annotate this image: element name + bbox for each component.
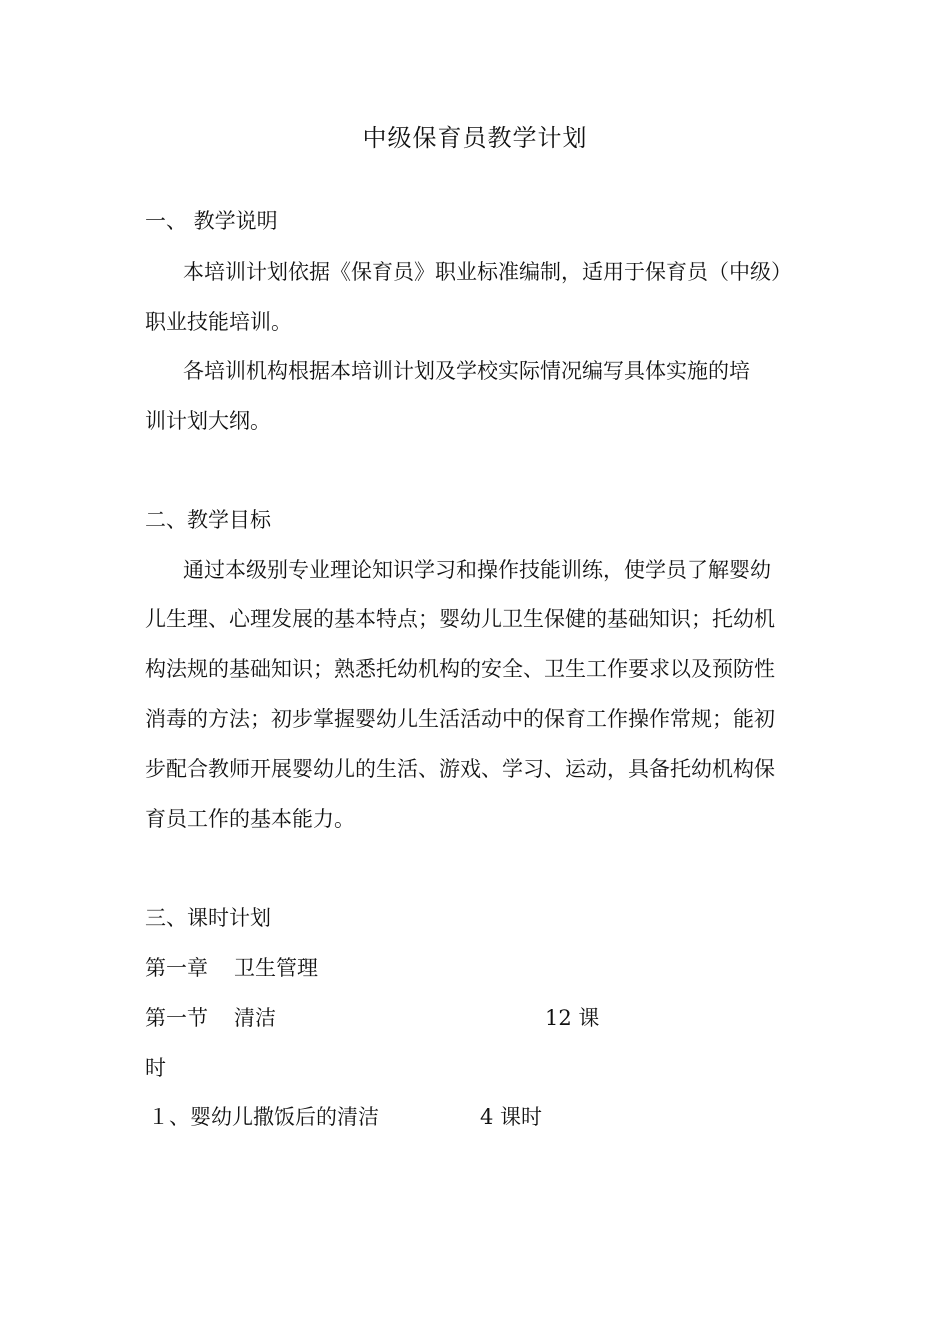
section-1-paragraph-1-line-1: 本培训计划依据《保育员》职业标准编制，适用于保育员（中级）: [183, 260, 792, 284]
chapter-title: 卫生管理: [234, 956, 318, 980]
section-hours: 12 课: [545, 1006, 600, 1030]
section-2-line: 消毒的方法；初步掌握婴幼儿生活活动中的保育工作操作常规；能初: [145, 707, 775, 731]
section-1-paragraph-2-line-1: 各培训机构根据本培训计划及学校实际情况编写具体实施的培: [183, 359, 750, 383]
section-2-line: 步配合教师开展婴幼儿的生活、游戏、学习、运动，具备托幼机构保: [145, 757, 775, 781]
item-label: １、婴幼儿撒饭后的清洁: [148, 1105, 379, 1129]
section-hours-continued: 时: [145, 1056, 166, 1080]
item-hours: 4 课时: [480, 1105, 543, 1129]
chapter-label: 第一章: [145, 956, 208, 980]
section-label: 第一节: [145, 1006, 208, 1030]
section-2-line: 构法规的基础知识；熟悉托幼机构的安全、卫生工作要求以及预防性: [145, 657, 775, 681]
page-title: 中级保育员教学计划: [362, 124, 588, 152]
section-1-paragraph-2-line-2: 训计划大纲。: [145, 409, 271, 433]
section-2-heading: 二、教学目标: [145, 508, 271, 532]
section-2-line: 通过本级别专业理论知识学习和操作技能训练，使学员了解婴幼: [183, 558, 771, 582]
section-1-heading: 一、 教学说明: [145, 209, 278, 233]
section-2-line: 育员工作的基本能力。: [145, 807, 355, 831]
section-2-line: 儿生理、心理发展的基本特点；婴幼儿卫生保健的基础知识；托幼机: [145, 607, 775, 631]
section-3-heading: 三、课时计划: [145, 906, 271, 930]
section-1-paragraph-1-line-2: 职业技能培训。: [145, 310, 292, 334]
section-title: 清洁: [234, 1006, 276, 1030]
